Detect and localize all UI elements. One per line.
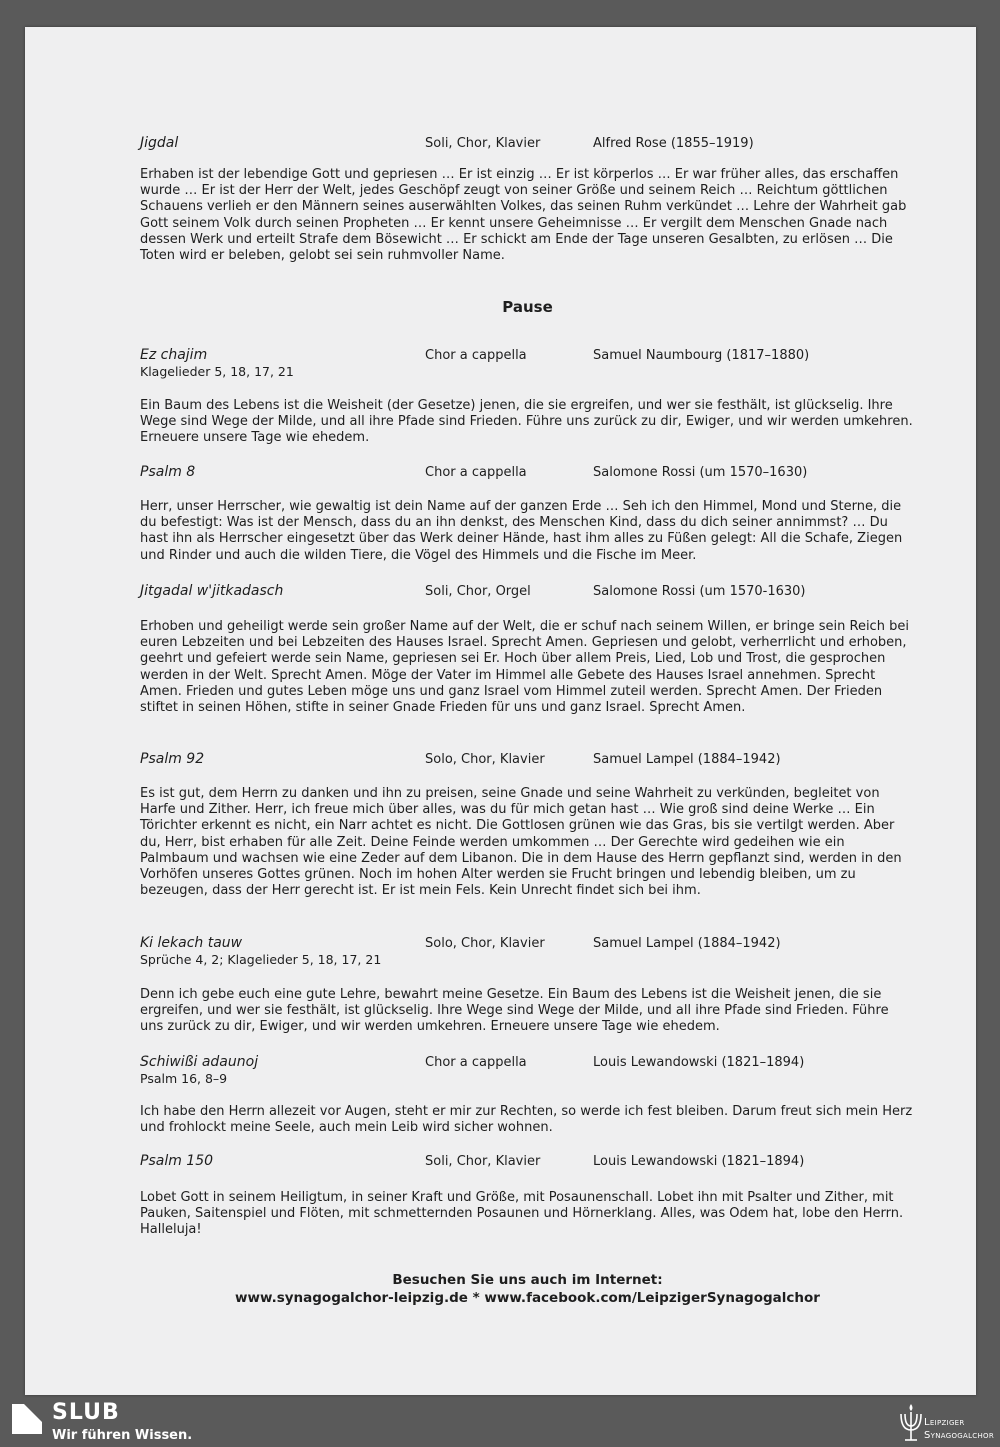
- piece-header: [140, 583, 920, 623]
- piece-text: Ich habe den Herrn allezeit vor Augen, steht er mir zur Rechten, so werde ich fest bleiben. Darum freut sich mein Herz und frohlockt meine Seele, auch mein Leib wird sicher wohnen.: [140, 1104, 913, 1136]
- piece-header: [140, 347, 920, 387]
- piece-text: Es ist gut, dem Herrn zu danken und ihn zu preisen, seine Gnade und seine Wahrheit zu verkünden, begleitet von Harfe und Zither. Herr, ich freue mich über alles, was du für mich getan hast … Wie groß sind deine Werke … Ein Törichter erkennt es nicht, ein Narr achtet es nicht. Die Gottlosen grünen wie das Gras, bis sie vertilgt werden. Aber du, Herr, bist erhaben für alle Zeit. Deine Feinde werden umkommen … Der Gerechte wird gedeihen wie ein Palmbaum und wachsen wie eine Zeder auf dem Libanon. Die in dem Hause des Herrn gepflanzt sind, werden in den Vorhöfen unseres Gottes grünen. Noch im hohen Alter werden sie Frucht bringen und lebendig bleiben, um zu bezeugen, dass der Herr gerecht ist. Er ist mein Fels. Kein Unrecht findet sich bei ihm.: [140, 786, 902, 899]
- piece-composer: Samuel Lampel (1884–1942): [593, 752, 781, 767]
- piece-performers: Soli, Chor, Orgel: [425, 584, 531, 599]
- chor-name-line1: Leipziger: [924, 1417, 965, 1428]
- piece-text: Denn ich gebe euch eine gute Lehre, bewahrt meine Gesetze. Ein Baum des Lebens ist die Weisheit jenen, die sie ergreifen, und wer sie festhält, ist glückselig. Ihre Wege sind Wege der Milde, und all ihre Pfade sind Frieden. Führe uns zurück zu dir, Ewiger, und wir werden umkehren. Erneuere unsere Tage wie ehedem.: [140, 987, 889, 1035]
- piece-header: [140, 1153, 920, 1193]
- piece-performers: Solo, Chor, Klavier: [425, 752, 545, 767]
- piece-text: Herr, unser Herrscher, wie gewaltig ist dein Name auf der ganzen Erde … Seh ich den Himmel, Mond und Sterne, die du befestigt: Was ist der Mensch, dass du an ihn denkst, des Menschen Kind, dass du dich seiner annimmst? … Du hast ihn als Herrscher eingesetzt über das Werk deiner Hände, hast ihm alles zu Füßen gelegt: All die Schafe, Ziegen und Rinder und auch die wilden Tiere, die Vögel des Himmels und die Fische im Meer.: [140, 499, 903, 563]
- website-footer: [140, 1271, 915, 1307]
- piece-composer: Samuel Naumbourg (1817–1880): [593, 348, 810, 363]
- piece-title: Psalm 150: [140, 1153, 214, 1169]
- piece-header: [140, 935, 920, 975]
- piece-performers: Soli, Chor, Klavier: [425, 1154, 541, 1169]
- piece-header: [140, 751, 920, 791]
- piece-performers: Solo, Chor, Klavier: [425, 936, 545, 951]
- piece-title: Psalm 92: [140, 751, 205, 767]
- piece-performers: Chor a cappella: [425, 348, 527, 363]
- piece-performers: Chor a cappella: [425, 465, 527, 480]
- piece-composer: Alfred Rose (1855–1919): [593, 136, 754, 151]
- piece-reference: Psalm 16, 8–9: [140, 1071, 228, 1086]
- piece-composer: Salomone Rossi (um 1570–1630): [593, 465, 808, 480]
- piece-title: Jigdal: [140, 135, 179, 151]
- piece-title: Schiwißi adaunoj: [140, 1054, 259, 1070]
- menorah-icon: [897, 1402, 925, 1444]
- slub-tagline: Wir führen Wissen.: [52, 1428, 193, 1443]
- piece-text: Erhaben ist der lebendige Gott und gepriesen … Er ist einzig … Er ist körperlos … Er war früher alles, das erschaffen wurde … Er ist der Herr der Welt, jedes Geschöpf zeugt von seiner Größe und seinem Reich … Reichtum göttlichen Schauens verlieh er den Männern seines auserwählten Volkes, das seinen Ruhm verkündet … Lehre der Wahrheit gab Gott seinem Volk durch seinen Propheten … Er kennt unsere Geheimnisse … Er vergilt dem Menschen Gnade nach dessen Werk und erteilt Strafe dem Bösewicht … Er schickt am Ende der Tage unseren Gesalbten, zu erlösen … Die Toten wird er beleben, gelobt sei sein ruhmvoller Name.: [140, 167, 907, 264]
- piece-header: [140, 1054, 920, 1094]
- piece-text: Ein Baum des Lebens ist die Weisheit (der Gesetze) jenen, die sie ergreifen, und wer sie festhält, ist glückselig. Ihre Wege sind Wege der Milde, und all ihre Pfade sind Frieden. Führe uns zurück zu dir, Ewiger, und wir werden umkehren. Erneuere unsere Tage wie ehedem.: [140, 398, 913, 446]
- bottom-bar: [0, 1398, 1000, 1447]
- piece-text: Erhoben und geheiligt werde sein großer Name auf der Welt, die er schuf nach seinem Willen, er bringe sein Reich bei euren Lebzeiten und bei Lebzeiten des Hauses Israel. Sprecht Amen. Gepriesen und gelobt, verherrlicht und erhoben, geehrt und gefeiert werde sein Name, gepriesen sei Er. Hoch über allem Preis, Lied, Lob und Trost, die gesprochen werden in der Welt. Sprecht Amen. Möge der Vater im Himmel alle Gebete des Hauses Israel annehmen. Sprecht Amen. Frieden und gutes Leben möge uns und ganz Israel vom Himmel zuteil werden. Sprecht Amen. Der Frieden stiftet in seinen Höhen, stifte in seiner Gnade Frieden für uns und ganz Israel. Sprecht Amen.: [140, 619, 909, 716]
- pause-heading: Pause: [502, 298, 553, 316]
- piece-performers: Soli, Chor, Klavier: [425, 136, 541, 151]
- piece-performers: Chor a cappella: [425, 1055, 527, 1070]
- chor-name-line2: Synagogalchor: [924, 1430, 994, 1441]
- piece-composer: Louis Lewandowski (1821–1894): [593, 1154, 805, 1169]
- chor-logo-text: [924, 1416, 994, 1442]
- document-page: [25, 27, 976, 1395]
- piece-text: Lobet Gott in seinem Heiligtum, in seiner Kraft und Größe, mit Posaunenschall. Lobet ihn mit Psalter und Zither, mit Pauken, Saitenspiel und Flöten, mit schmetternden Posaunen und Hörnerklang. Alles, was Odem hat, lobe den Herrn. Halleluja!: [140, 1190, 904, 1238]
- piece-header: [140, 464, 920, 504]
- footer-invitation: Besuchen Sie uns auch im Internet:: [392, 1272, 663, 1288]
- piece-composer: Louis Lewandowski (1821–1894): [593, 1055, 805, 1070]
- piece-title: Psalm 8: [140, 464, 196, 480]
- slub-name: SLUB: [52, 1400, 120, 1425]
- piece-composer: Salomone Rossi (um 1570-1630): [593, 584, 806, 599]
- piece-composer: Samuel Lampel (1884–1942): [593, 936, 781, 951]
- piece-title: Ki lekach tauw: [140, 935, 243, 951]
- piece-reference: Klagelieder 5, 18, 17, 21: [140, 364, 294, 379]
- piece-title: Jitgadal w'jitkadasch: [140, 583, 284, 599]
- piece-title: Ez chajim: [140, 347, 208, 363]
- slub-logo-icon: [12, 1404, 42, 1434]
- piece-reference: Sprüche 4, 2; Klagelieder 5, 18, 17, 21: [140, 952, 382, 967]
- footer-links[interactable]: www.synagogalchor-leipzig.de * www.facebook.com/LeipzigerSynagogalchor: [235, 1290, 820, 1306]
